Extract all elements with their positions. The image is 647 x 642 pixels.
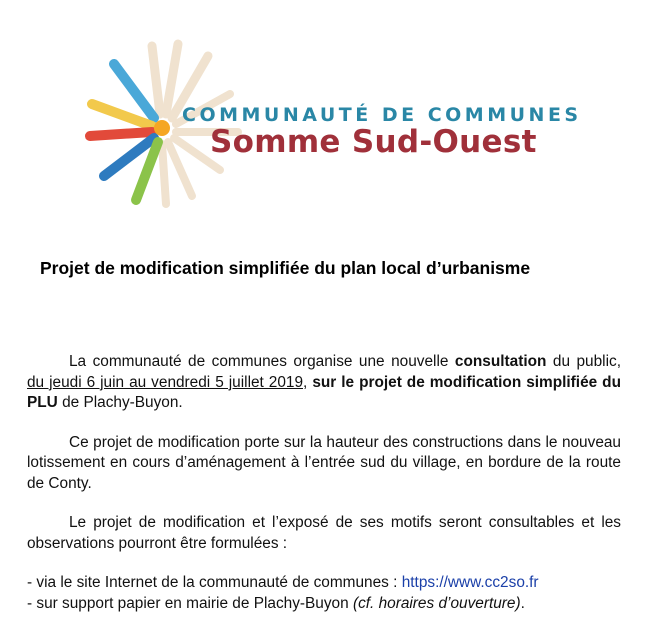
p1-bold-projet: sur le projet de modification simplifiée du PLU bbox=[27, 373, 621, 411]
logo-line1: COMMUNAUTÉ DE COMMUNES bbox=[182, 104, 582, 126]
p2-text: Ce projet de modification porte sur la hauteur des constructions dans le nouveau lotissement en cours d’aménagement à l’entrée sud du village, en bordure de la route de Conty. bbox=[27, 433, 621, 492]
p1-text2: du public, bbox=[546, 353, 621, 370]
list-item2-italic: (cf. horaires d’ouverture) bbox=[352, 594, 521, 612]
page-title: Projet de modification simplifiée du plan local d’urbanisme bbox=[40, 258, 531, 278]
list-item2-text: - sur support papier en mairie de Plachy-Buyon bbox=[27, 594, 353, 612]
p3-text: Le projet de modification et l’exposé de ses motifs seront consultables et les observations pourront être formulées : bbox=[27, 514, 621, 552]
p1-dates: du jeudi 6 juin au vendredi 5 juillet 2019, bbox=[27, 373, 308, 391]
p1-text1: La communauté de communes organise une nouvelle bbox=[69, 353, 455, 370]
paragraph-consultables bbox=[27, 513, 621, 554]
logo-line2: Somme Sud-Ouest bbox=[210, 124, 537, 160]
list-item-internet bbox=[27, 573, 621, 594]
document-body bbox=[27, 352, 621, 614]
consultation-methods-list bbox=[27, 573, 621, 614]
paragraph-consultation bbox=[27, 352, 621, 414]
website-link[interactable]: https://www.cc2so.fr bbox=[401, 574, 539, 591]
paragraph-description bbox=[27, 433, 621, 495]
list-item1-text: - via le site Internet de la communauté de communes : bbox=[27, 574, 402, 591]
p1-bold-consultation: consultation bbox=[454, 353, 547, 370]
p1-text4: de Plachy-Buyon. bbox=[57, 394, 183, 411]
list-item-paper bbox=[27, 594, 621, 615]
list-item2-end: . bbox=[520, 594, 525, 612]
organization-logo bbox=[80, 34, 582, 214]
